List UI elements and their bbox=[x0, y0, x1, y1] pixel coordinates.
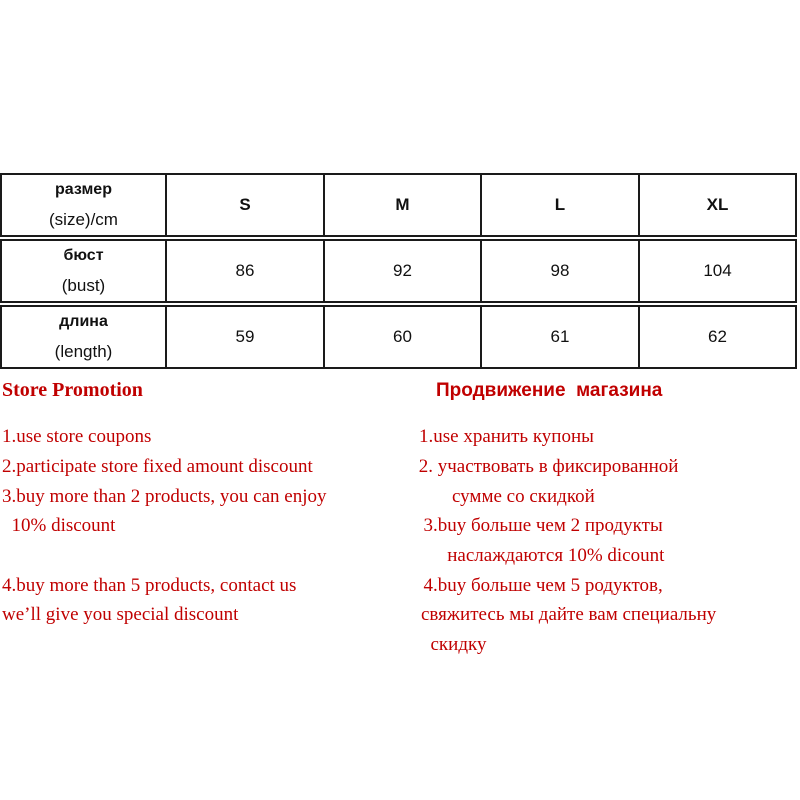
size-s-header: S bbox=[166, 173, 324, 237]
size-m-header: M bbox=[324, 173, 481, 237]
length-label bbox=[0, 305, 166, 369]
promo-ru-line-3: сумме со скидкой bbox=[414, 486, 595, 507]
store-promotion-title: Store Promotion bbox=[2, 379, 143, 401]
size-l-header: L bbox=[481, 173, 639, 237]
promo-ru-line-4: 3.buy больше чем 2 продукты bbox=[414, 515, 663, 536]
length-m-value: 60 bbox=[324, 305, 481, 369]
bust-label bbox=[0, 239, 166, 303]
promo-en-line-2: 2.participate store fixed amount discount bbox=[2, 456, 313, 477]
length-label-en: (length) bbox=[54, 342, 113, 361]
bust-row bbox=[0, 239, 797, 303]
bust-m-value: 92 bbox=[324, 239, 481, 303]
promo-ru-line-8: скидку bbox=[421, 634, 487, 655]
bust-label-en: (bust) bbox=[61, 276, 106, 295]
promo-en-line-1: 1.use store coupons bbox=[2, 426, 152, 447]
store-promotion-title-ru: Продвижение магазина bbox=[436, 380, 663, 401]
promo-ru-line-1: 1.use хранить купоны bbox=[419, 426, 594, 447]
length-xl-value: 62 bbox=[639, 305, 797, 369]
bust-s-value: 86 bbox=[166, 239, 324, 303]
promo-en-line-7: we’ll give you special discount bbox=[2, 604, 239, 625]
size-chart-table bbox=[0, 171, 797, 371]
size-header-row bbox=[0, 173, 797, 237]
length-label-ru: длина bbox=[59, 313, 108, 330]
promo-ru-line-5: наслаждаются 10% dicount bbox=[414, 545, 665, 566]
promo-en-line-4: 10% discount bbox=[2, 515, 116, 536]
size-xl-header: XL bbox=[639, 173, 797, 237]
bust-label-ru: бюст bbox=[63, 247, 104, 264]
promo-en-line-6: 4.buy more than 5 products, contact us bbox=[2, 575, 297, 596]
length-row bbox=[0, 305, 797, 369]
promo-en-line-3: 3.buy more than 2 products, you can enjoy bbox=[2, 486, 327, 507]
promo-ru-line-2: 2. участвовать в фиксированной bbox=[414, 456, 679, 477]
size-header-label bbox=[0, 173, 166, 237]
bust-l-value: 98 bbox=[481, 239, 639, 303]
promo-ru-line-7: свяжитесь мы дайте вам специальну bbox=[421, 604, 717, 625]
size-label-en: (size)/cm bbox=[49, 210, 118, 229]
length-s-value: 59 bbox=[166, 305, 324, 369]
bust-xl-value: 104 bbox=[639, 239, 797, 303]
promo-ru-line-6: 4.buy больше чем 5 родуктов, bbox=[414, 575, 663, 596]
size-label-ru: размер bbox=[55, 181, 112, 198]
length-l-value: 61 bbox=[481, 305, 639, 369]
